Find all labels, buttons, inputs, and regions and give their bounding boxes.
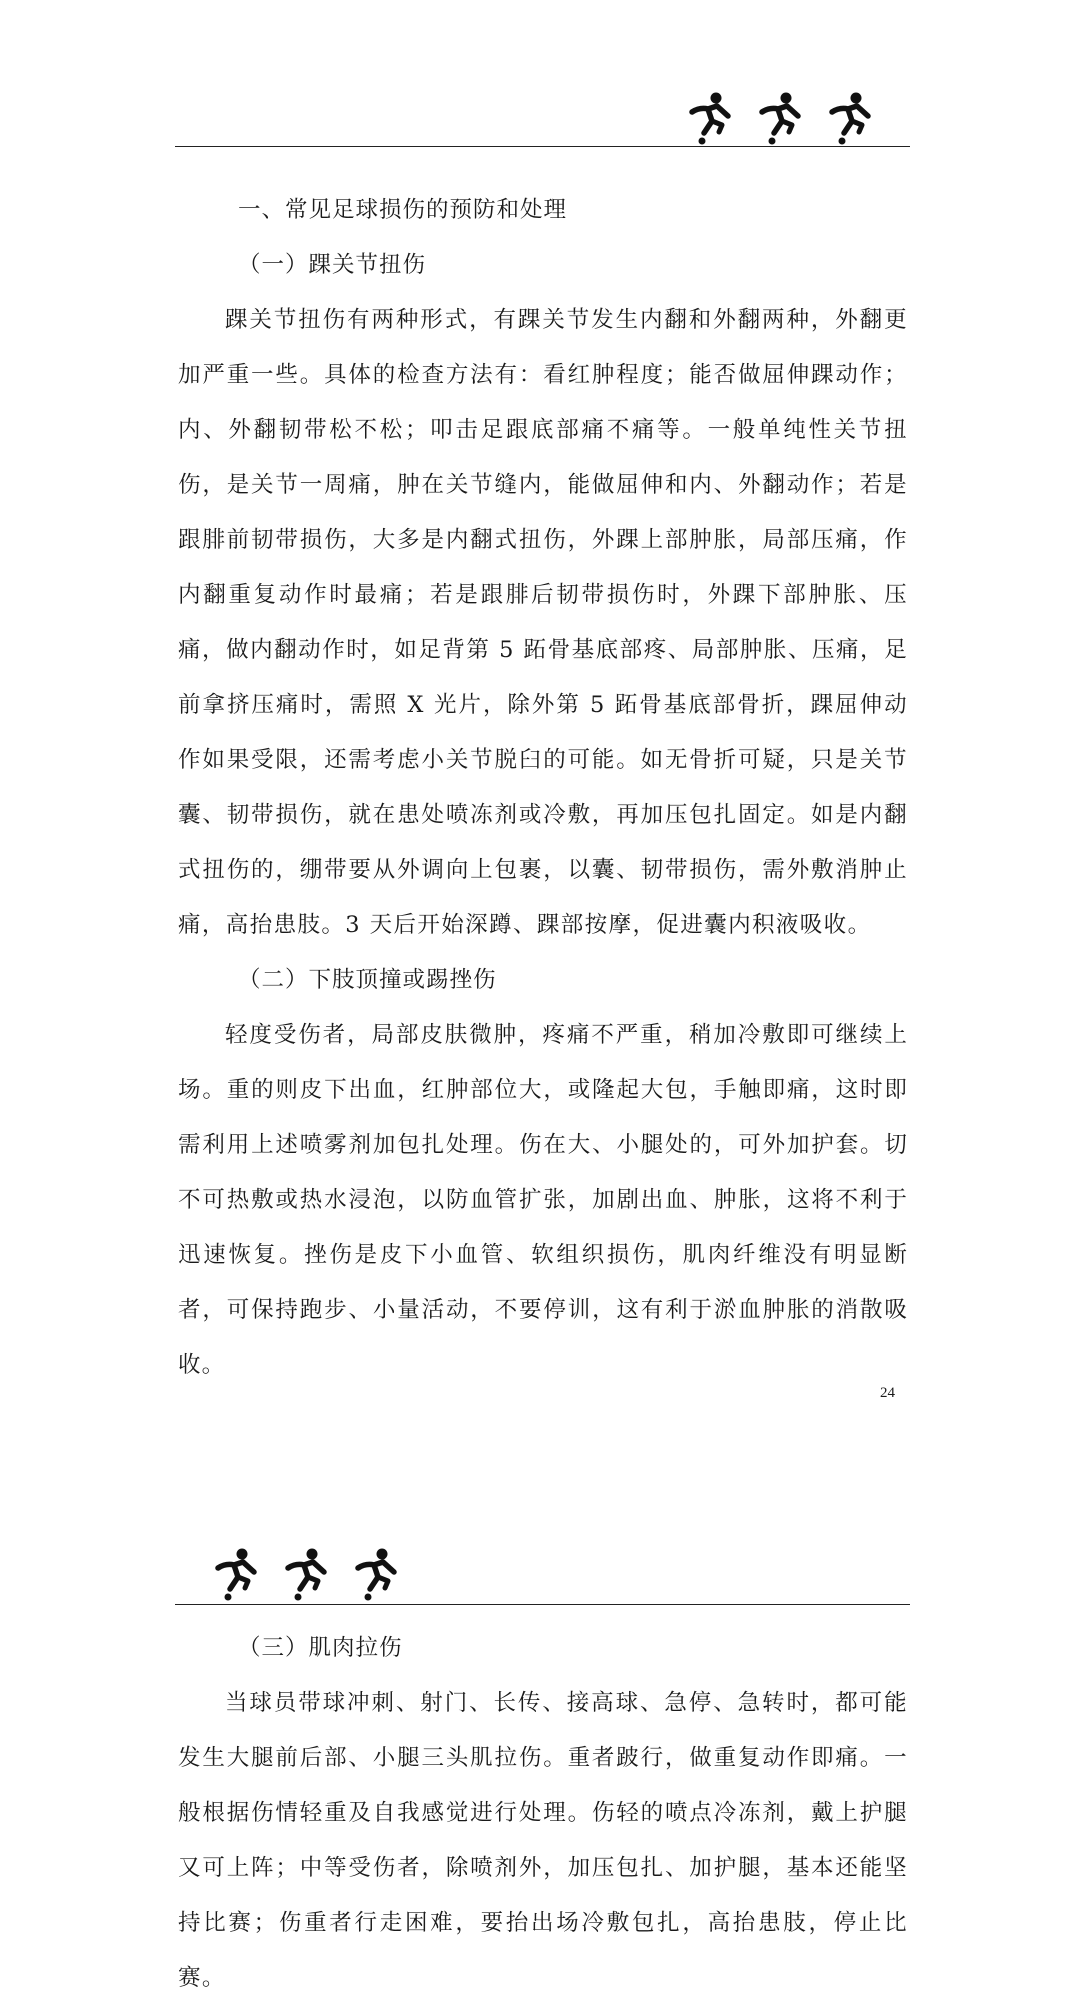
subsection-heading: （三）肌肉拉伤 [238, 1635, 403, 1661]
soccer-player-icon [352, 1546, 400, 1602]
page-1-content [178, 183, 908, 1393]
subsection-heading: （二）下肢顶撞或踢挫伤 [238, 967, 497, 993]
page-2-content [178, 1621, 908, 2006]
paragraph: 踝关节扭伤有两种形式，有踝关节发生内翻和外翻两种，外翻更加严重一些。具体的检查方法有：看红肿程度；能否做屈伸踝动作；内、外翻韧带松不松；叩击足跟底部痛不痛等。一般单纯性关节扭伤，是关节一周痛，肿在关节缝内，能做屈伸和内、外翻动作；若是跟腓前韧带损伤，大多是内翻式扭伤，外踝上部肿胀，局部压痛，作内翻重复动作时最痛；若是跟腓后韧带损伤时，外踝下部肿胀、压痛，做内翻动作时，如足背第 5 跖骨基底部疼、局部肿胀、压痛，足前拿挤压痛时，需照 X 光片，除外第 5 跖骨基底部骨折，踝屈伸动作如果受限，还需考虑小关节脱臼的可能。如无骨折可疑，只是关节囊、韧带损伤，就在患处喷冻剂或冷敷，再加压包扎固定。如是内翻式扭伤的，绷带要从外调向上包裹，以囊、韧带损伤，需外敷消肿止痛，高抬患肢。3 天后开始深蹲、踝部按摩，促进囊内积液吸收。 [178, 307, 908, 938]
paragraph: 当球员带球冲刺、射门、长传、接高球、急停、急转时，都可能发生大腿前后部、小腿三头肌拉伤。重者跛行，做重复动作即痛。一般根据伤情轻重及自我感觉进行处理。伤轻的喷点冷冻剂，戴上护腿又可上阵；中等受伤者，除喷剂外，加压包扎、加护腿，基本还能坚持比赛；伤重者行走困难，要抬出场冷敷包扎，高抬患肢，停止比赛。 [178, 1690, 908, 1991]
soccer-player-icon [686, 90, 734, 146]
header-rule [175, 146, 910, 147]
subsection-heading: （一）踝关节扭伤 [238, 252, 427, 278]
header-rule [175, 1604, 910, 1605]
page-header-decoration [212, 1546, 400, 1602]
soccer-player-icon [826, 90, 874, 146]
soccer-player-icon [756, 90, 804, 146]
soccer-player-icon [282, 1546, 330, 1602]
soccer-player-icon [212, 1546, 260, 1602]
page-number: 24 [880, 1385, 895, 1401]
page-header-decoration [686, 90, 874, 146]
paragraph: 轻度受伤者，局部皮肤微肿，疼痛不严重，稍加冷敷即可继续上场。重的则皮下出血，红肿部位大，或隆起大包，手触即痛，这时即需利用上述喷雾剂加包扎处理。伤在大、小腿处的，可外加护套。切不可热敷或热水浸泡，以防血管扩张，加剧出血、肿胀，这将不利于迅速恢复。挫伤是皮下小血管、软组织损伤，肌肉纤维没有明显断者，可保持跑步、小量活动，不要停训，这有利于淤血肿胀的消散吸收。 [178, 1022, 908, 1378]
section-heading: 一、常见足球损伤的预防和处理 [238, 197, 568, 223]
